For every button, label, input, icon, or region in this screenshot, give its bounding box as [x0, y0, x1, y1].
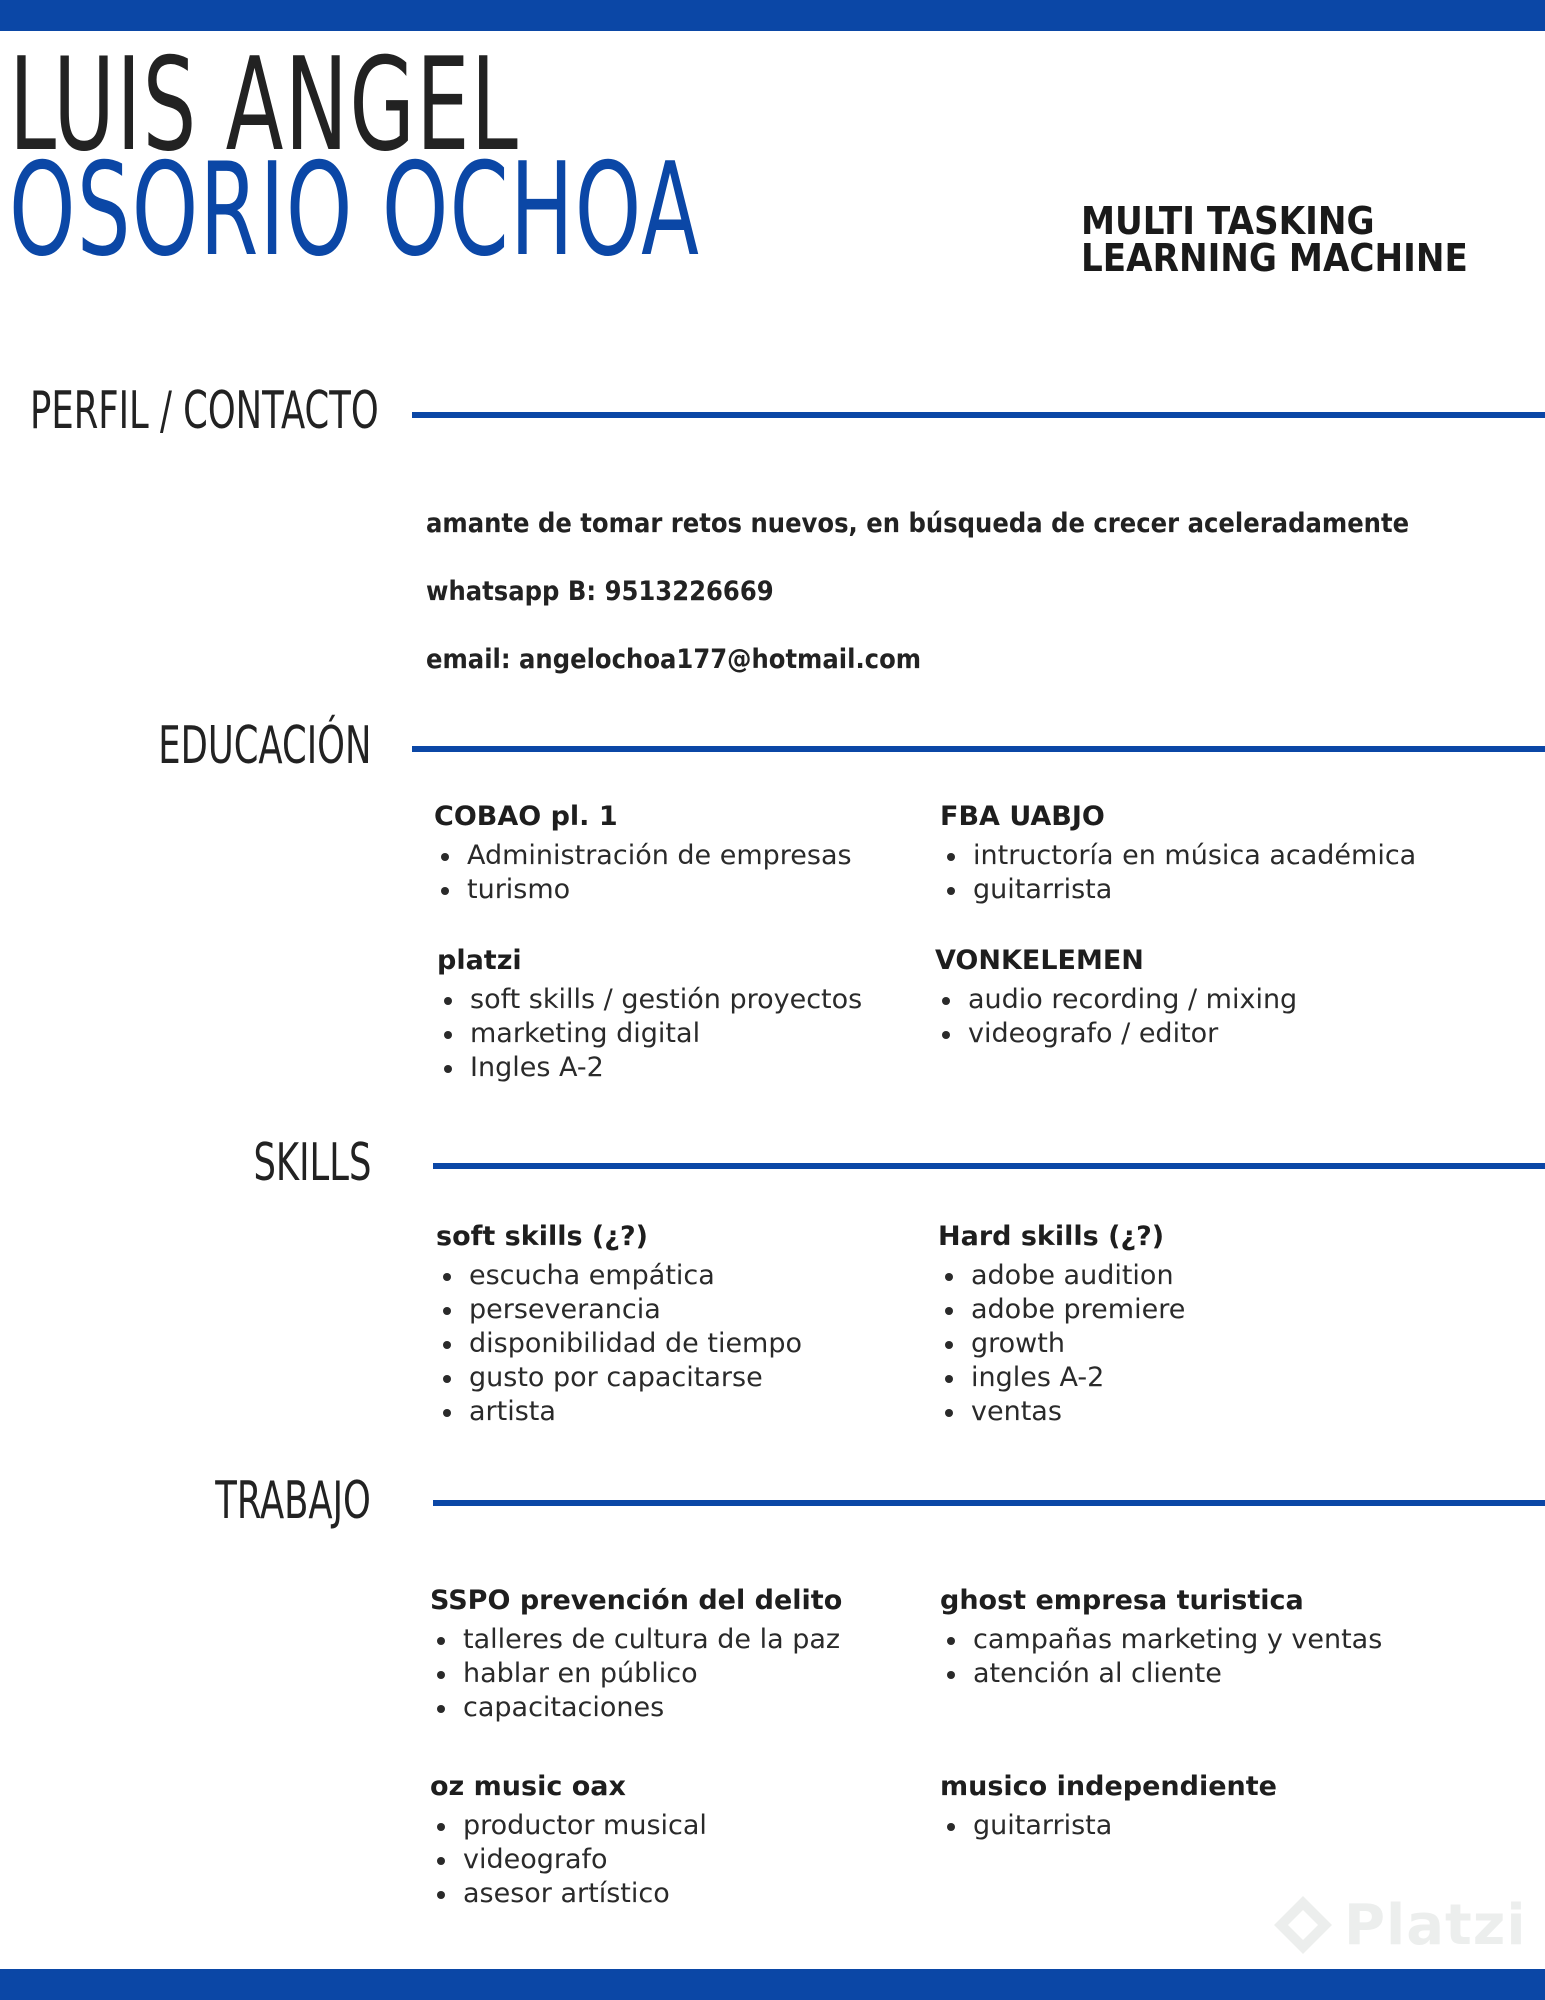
list-item: hablar en público [463, 1657, 900, 1691]
skills-entry-list [938, 1259, 1408, 1429]
list-item: videografo [463, 1843, 900, 1877]
section-rule-education [412, 746, 1545, 752]
platzi-watermark [1270, 1892, 1527, 1958]
list-item: videografo / editor [968, 1017, 1405, 1051]
education-entry-list [940, 839, 1417, 907]
work-entry [940, 1585, 1410, 1691]
work-entry-list [940, 1623, 1410, 1691]
list-item: artista [469, 1395, 906, 1429]
section-title-skills: SKILLS [253, 1133, 371, 1193]
bottom-accent-bar [0, 1969, 1545, 2000]
education-entry-title: VONKELEMEN [935, 945, 1144, 976]
list-item: Administración de empresas [467, 839, 904, 873]
list-item: capacitaciones [463, 1691, 900, 1725]
list-item: ventas [971, 1395, 1408, 1429]
work-entry-title: SSPO prevención del delito [430, 1585, 843, 1616]
section-title-profile: PERFIL / CONTACTO [30, 381, 379, 441]
list-item: gusto por capacitarse [469, 1361, 906, 1395]
skills-entry [938, 1221, 1408, 1429]
list-item: ingles A-2 [971, 1361, 1408, 1395]
list-item: guitarrista [973, 1809, 1410, 1843]
list-item: turismo [467, 873, 904, 907]
section-title-education: EDUCACIÓN [157, 716, 371, 776]
platzi-logo-icon [1270, 1892, 1336, 1958]
work-entry-list [430, 1809, 900, 1911]
last-name: OSORIO OCHOA [9, 136, 701, 285]
education-entry-title: platzi [437, 945, 522, 976]
list-item: escucha empática [469, 1259, 906, 1293]
list-item: intructoría en música académica [973, 840, 1417, 871]
education-entry [940, 801, 1417, 907]
list-item: talleres de cultura de la paz [463, 1623, 900, 1657]
list-item: asesor artístico [463, 1877, 900, 1911]
contact-whatsapp: whatsapp B: 9513226669 [426, 576, 774, 607]
work-entry-list [940, 1809, 1410, 1843]
skills-entry [436, 1221, 906, 1429]
list-item: Ingles A-2 [470, 1051, 907, 1085]
education-entry-title: COBAO pl. 1 [434, 801, 618, 832]
education-entry-list [437, 983, 907, 1085]
tagline-line-1: MULTI TASKING [1081, 199, 1375, 243]
list-item: growth [971, 1327, 1408, 1361]
list-item: productor musical [463, 1809, 900, 1843]
watermark-label: Platzi [1344, 1892, 1527, 1958]
skills-entry-list [436, 1259, 906, 1429]
skills-entry-title: soft skills (¿?) [436, 1221, 648, 1252]
work-entry [940, 1771, 1410, 1843]
first-name: LUIS ANGEL [9, 31, 520, 180]
skills-entry-title: Hard skills (¿?) [938, 1221, 1165, 1252]
list-item: perseverancia [469, 1293, 906, 1327]
work-entry-title: ghost empresa turistica [940, 1585, 1304, 1616]
top-accent-bar [0, 0, 1545, 31]
education-entry [935, 945, 1405, 1051]
list-item: soft skills / gestión proyectos [470, 983, 907, 1017]
education-entry-list [434, 839, 904, 907]
profile-bio: amante de tomar retos nuevos, en búsqueda de crecer aceleradamente [426, 508, 1410, 539]
list-item: guitarrista [973, 873, 1410, 907]
section-rule-work [433, 1500, 1545, 1506]
education-entry [434, 801, 904, 907]
list-item: atención al cliente [973, 1657, 1410, 1691]
work-entry [430, 1585, 900, 1725]
work-entry-list [430, 1623, 900, 1725]
section-rule-profile [412, 412, 1545, 418]
education-entry-title: FBA UABJO [940, 801, 1105, 832]
contact-email: email: angelochoa177@hotmail.com [426, 644, 922, 675]
list-item: marketing digital [470, 1017, 907, 1051]
work-entry-title: musico independiente [940, 1771, 1277, 1802]
list-item: adobe premiere [971, 1293, 1408, 1327]
tagline-line-2: LEARNING MACHINE [1081, 236, 1468, 280]
section-title-work: TRABAJO [215, 1471, 371, 1531]
education-entry-list [935, 983, 1405, 1051]
section-rule-skills [433, 1163, 1545, 1169]
list-item: disponibilidad de tiempo [469, 1327, 906, 1361]
list-item: campañas marketing y ventas [973, 1623, 1410, 1657]
work-entry-title: oz music oax [430, 1771, 626, 1802]
tagline [1081, 199, 1521, 280]
work-entry [430, 1771, 900, 1911]
list-item: adobe audition [971, 1259, 1408, 1293]
education-entry [437, 945, 907, 1085]
list-item: audio recording / mixing [968, 983, 1405, 1017]
